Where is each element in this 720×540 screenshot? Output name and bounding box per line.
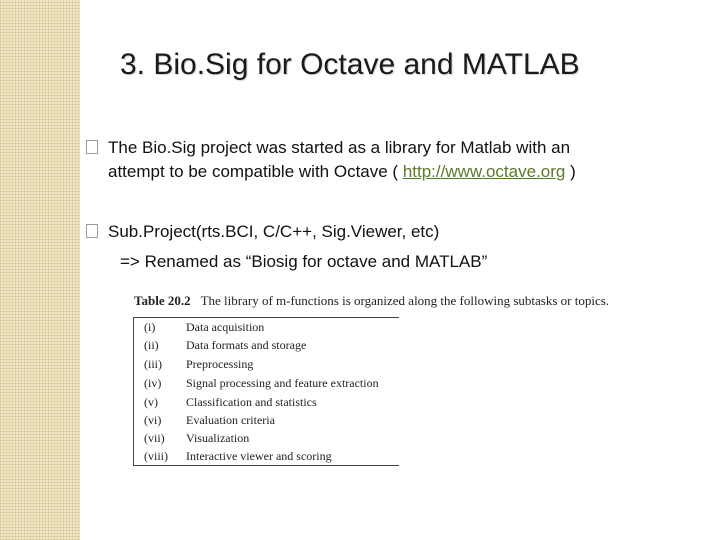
decorative-left-strip <box>0 0 80 540</box>
table-row-number: (vi) <box>144 413 162 427</box>
bullet-1-line-1: The Bio.Sig project was started as a library for Matlab with an <box>108 138 571 157</box>
table-row-number: (ii) <box>144 338 159 352</box>
table-caption-label: Table 20.2 <box>134 293 191 308</box>
table-row-number: (viii) <box>144 449 168 463</box>
table-row-label: Evaluation criteria <box>186 413 275 427</box>
table-row-label: Data formats and storage <box>186 338 307 352</box>
table-row-label: Signal processing and feature extraction <box>186 376 379 390</box>
bullet-box-icon <box>86 224 98 238</box>
bullet-1-line-2-prefix: attempt to be compatible with Octave ( <box>108 162 403 181</box>
table-row-label: Visualization <box>186 431 250 445</box>
bullet-item-2 <box>86 220 706 246</box>
table-caption <box>134 293 609 309</box>
topics-table <box>133 317 399 466</box>
bullet-item-1 <box>86 136 706 186</box>
table-row-label: Data acquisition <box>186 320 265 334</box>
table-caption-text: The library of m-functions is organized along the following subtasks or topics. <box>200 293 610 308</box>
table-row-number: (i) <box>144 320 156 334</box>
bullet-box-icon <box>86 140 98 154</box>
table-row-number: (iii) <box>144 357 162 371</box>
table-row-number: (v) <box>144 395 158 409</box>
slide-title: 3. Bio.Sig for Octave and MATLAB <box>120 48 580 81</box>
renamed-note: => Renamed as “Biosig for octave and MATLAB” <box>120 252 488 271</box>
table-row-label: Preprocessing <box>186 357 254 371</box>
bullet-1-line-2-suffix: ) <box>565 162 576 181</box>
bullet-2-line-1: Sub.Project(rts.BCI, C/C++, Sig.Viewer, etc) <box>108 222 440 241</box>
bullet-1-line-2 <box>108 160 708 184</box>
table-row-number: (iv) <box>144 376 162 390</box>
octave-link[interactable]: http://www.octave.org <box>402 162 566 181</box>
table-row-label: Classification and statistics <box>186 395 317 409</box>
bullet-text-1 <box>108 136 708 184</box>
table-row-label: Interactive viewer and scoring <box>186 449 332 463</box>
table-row-number: (vii) <box>144 431 165 445</box>
